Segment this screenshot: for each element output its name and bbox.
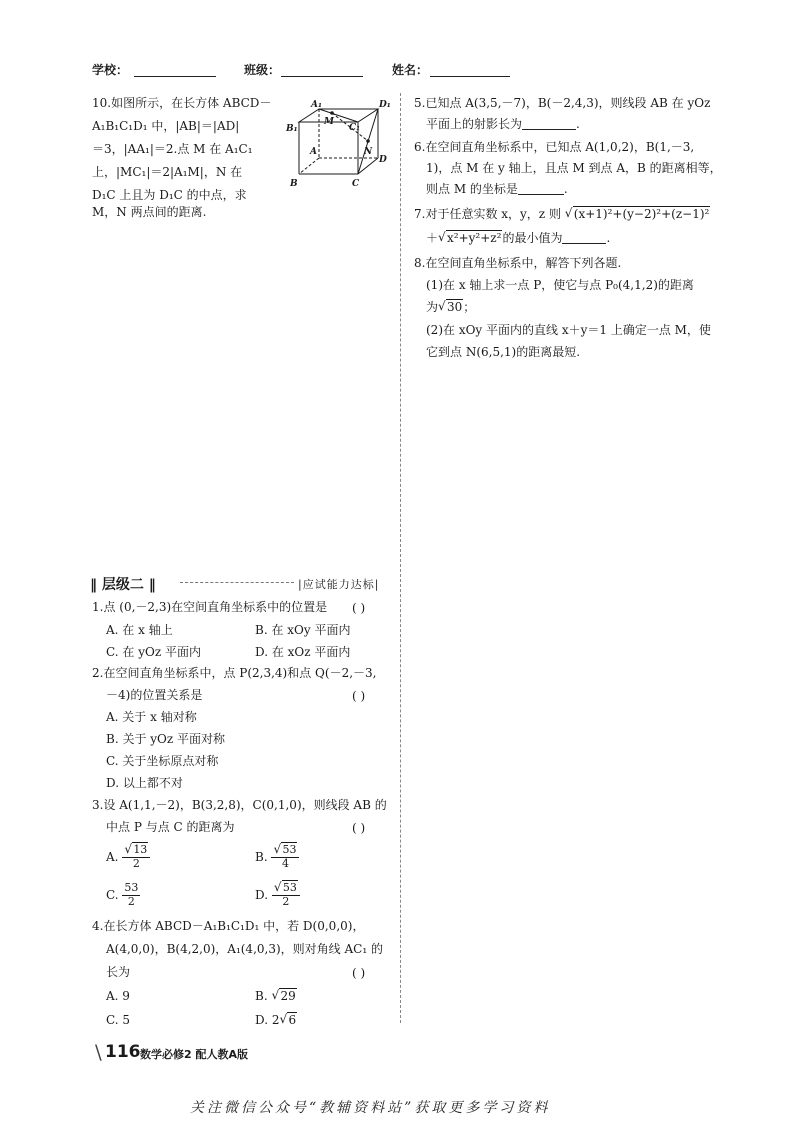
mc3-option-c[interactable]: C. $\frac{53}{2}$: [106, 881, 139, 908]
q10-line: 10.如图所示，在长方体 ABCD－: [92, 96, 272, 110]
label-c: C: [352, 179, 360, 189]
q8-line3-prefix: 为: [426, 300, 439, 314]
mc4-stem3: 长为: [106, 965, 131, 979]
label-d: D: [379, 155, 387, 165]
column-divider: [400, 93, 401, 1023]
q6-stem-end: 则点 M 的坐标是: [426, 182, 518, 196]
name-blank[interactable]: [430, 65, 510, 77]
mc3-option-d[interactable]: D. √ $\frac{53}{2}$: [255, 882, 300, 908]
mc4-stem2: A(4,0,0)，B(4,2,0)，A₁(4,0,3)，则对角线 AC₁ 的: [106, 942, 383, 956]
mc4-option-d[interactable]: D. 2√ 6: [255, 1014, 297, 1026]
mc4-option-c[interactable]: C. 5: [106, 1013, 131, 1027]
q7-radical-1: √ (x+1)²+(y−2)²+(z−1)²: [565, 208, 711, 220]
section-tag: |应试能力达标|: [298, 578, 380, 591]
mc2-answer-paren[interactable]: ( ): [352, 689, 366, 703]
class-label: 班级：: [244, 63, 281, 77]
q7-answer-blank[interactable]: [562, 232, 606, 244]
q10-line: ＝3，|AA₁|＝2.点 M 在 A₁C₁: [92, 142, 253, 156]
mc2-option-b[interactable]: B. 关于 yOz 平面对称: [106, 732, 226, 746]
q6-line1: 6.在空间直角坐标系中，已知点 A(1,0,2)，B(1,－3,: [414, 140, 695, 154]
mc3-stem2: 中点 P 与点 C 的距离为: [106, 820, 235, 834]
label-n: N: [364, 147, 373, 157]
q6-line2: 1)，点 M 在 y 轴上，且点 M 到点 A，B 的距离相等，: [426, 161, 722, 175]
section-dashed-line: [180, 582, 294, 583]
mc4-option-a[interactable]: A. 9: [106, 989, 130, 1003]
q5-line2: [426, 118, 580, 130]
label-a: A: [310, 147, 317, 157]
q5-stem-end: 平面上的射影长为: [426, 117, 523, 131]
label-b: B: [290, 179, 298, 189]
mc3-stem1: 3.设 A(1,1,－2)，B(3,2,8)，C(0,1,0)，则线段 AB 的: [92, 798, 387, 812]
label-m: M: [324, 117, 334, 127]
q6-answer-blank[interactable]: [518, 183, 564, 195]
q7-prefix: 7.对于任意实数 x，y，z 则: [414, 207, 561, 221]
q7-plus: ＋: [426, 231, 439, 245]
q8-line3-suffix: ；: [463, 300, 476, 314]
q8-line4: (2)在 xOy 平面内的直线 x＋y＝1 上确定一点 M，使: [426, 323, 711, 337]
label-a1: A₁: [311, 100, 322, 110]
mc3-answer-paren[interactable]: ( ): [352, 821, 366, 835]
q7-line2: [426, 232, 610, 244]
mc2-option-c[interactable]: C. 关于坐标原点对称: [106, 754, 219, 768]
label-b1: B₁: [286, 124, 298, 134]
mc2-stem2: －4)的位置关系是: [106, 688, 203, 702]
mc3-option-a[interactable]: A. √ $\frac{13}{2}$: [106, 844, 150, 870]
mc4-answer-paren[interactable]: ( ): [352, 966, 366, 980]
q7-radical-2: √ x²+y²+z²: [438, 232, 502, 244]
q10-line: D₁C 上且为 D₁C 的中点，求: [92, 188, 247, 202]
cuboid-figure: [284, 96, 394, 191]
q8-line1: 8.在空间直角坐标系中，解答下列各题.: [414, 256, 622, 270]
section-title: ‖ 层级二 ‖: [90, 577, 156, 593]
mc1-option-c[interactable]: C. 在 yOz 平面内: [106, 645, 201, 659]
handwritten-note: 关注微信公众号“教辅资料站”获取更多学习资料: [190, 1100, 551, 1116]
mc2-option-a[interactable]: A. 关于 x 轴对称: [106, 710, 197, 724]
mc1-stem: 1.点 (0,－2,3)在空间直角坐标系中的位置是: [92, 600, 328, 614]
name-label: 姓名：: [392, 63, 429, 77]
school-blank[interactable]: [134, 65, 216, 77]
mc1-answer-paren[interactable]: ( ): [352, 601, 366, 615]
mc4-option-b[interactable]: B. √ 29: [255, 990, 297, 1002]
mc3-option-b[interactable]: B. √ $\frac{53}{4}$: [255, 844, 299, 870]
book-title: 数学必修2 配人教A版: [140, 1048, 248, 1061]
q5-period: .: [576, 117, 580, 131]
label-c1: C₁: [349, 123, 361, 133]
page-number: 116: [105, 1042, 141, 1062]
mc4-stem1: 4.在长方体 ABCD－A₁B₁C₁D₁ 中，若 D(0,0,0)，: [92, 919, 365, 933]
footer-slash: \: [95, 1040, 102, 1064]
school-label: 学校：: [92, 63, 129, 77]
q6-period: .: [563, 182, 568, 196]
mc1-option-a[interactable]: A. 在 x 轴上: [106, 623, 173, 637]
mc2-stem1: 2.在空间直角坐标系中，点 P(2,3,4)和点 Q(－2,－3,: [92, 666, 377, 680]
q7-line1: [414, 208, 710, 220]
class-blank[interactable]: [281, 65, 363, 77]
q7-period: .: [606, 231, 611, 245]
q8-line2: (1)在 x 轴上求一点 P，使它与点 P₀(4,1,2)的距离: [426, 278, 694, 292]
mc2-option-d[interactable]: D. 以上都不对: [106, 776, 183, 790]
q5-line1: 5.已知点 A(3,5,－7)，B(－2,4,3)，则线段 AB 在 yOz: [414, 96, 711, 110]
q10-line: 上，|MC₁|＝2|A₁M|，N 在: [92, 165, 243, 179]
mc1-option-d[interactable]: D. 在 xOz 平面内: [255, 645, 351, 659]
mc1-option-b[interactable]: B. 在 xOy 平面内: [255, 623, 351, 637]
q8-line3: [426, 301, 475, 313]
label-d1: D₁: [379, 100, 391, 110]
q10-line: M，N 两点间的距离.: [92, 205, 207, 219]
q7-suffix: 的最小值为: [502, 231, 563, 245]
q10-line: A₁B₁C₁D₁ 中，|AB|＝|AD|: [92, 119, 240, 133]
q5-answer-blank[interactable]: [522, 118, 576, 130]
q8-radical: √ 30: [438, 301, 463, 313]
q6-line3: [426, 183, 568, 195]
q8-line5: 它到点 N(6,5,1)的距离最短.: [426, 345, 581, 359]
